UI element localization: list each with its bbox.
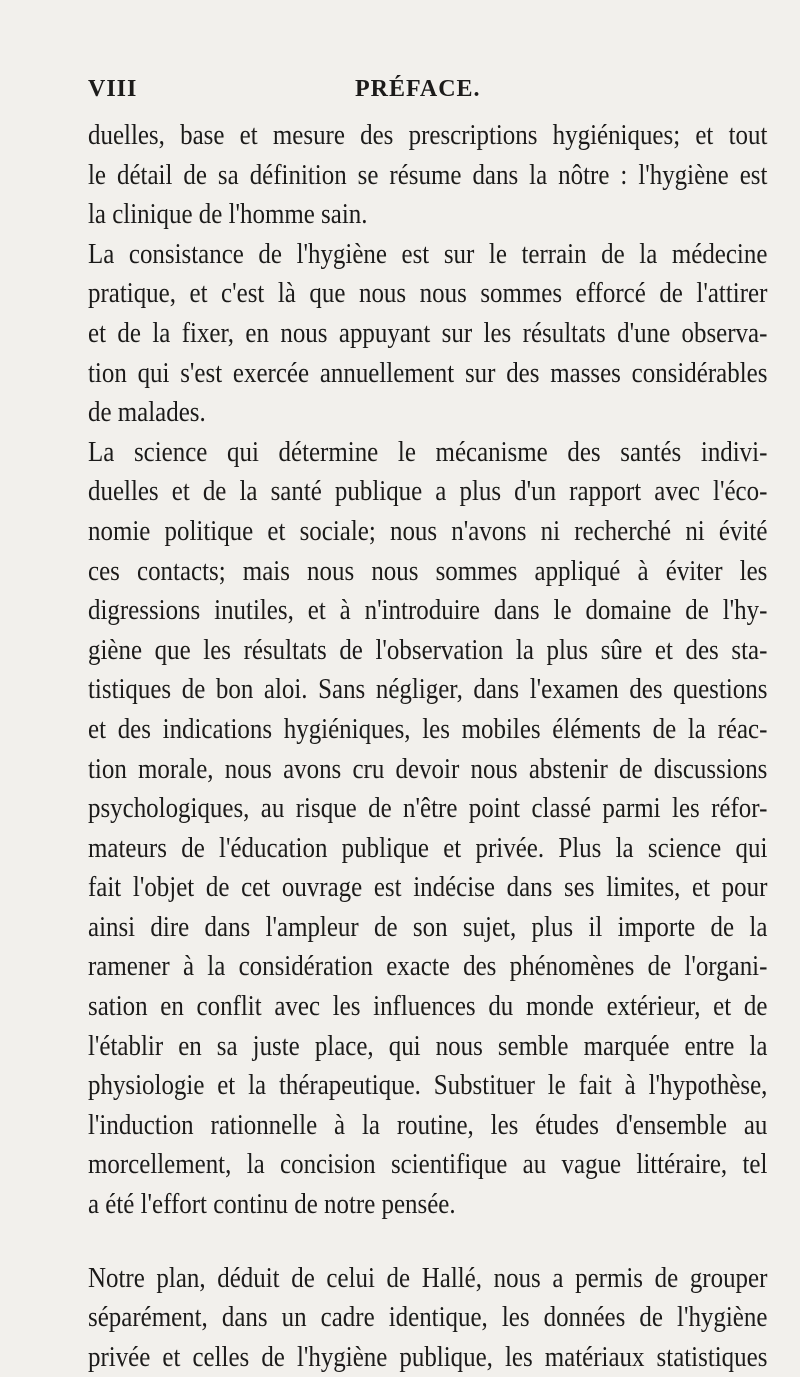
text-line: de malades.	[88, 396, 206, 429]
text-line: duelles et de la santé publique a plus d'un rapport avec l'éco-	[88, 475, 768, 508]
page-number: VIII	[88, 76, 138, 102]
paragraph-2	[88, 235, 768, 433]
text-line: privée et celles de l'hygiène publique, les matériaux statistiques	[88, 1340, 768, 1373]
text-line: giène que les résultats de l'observation la plus sûre et des sta-	[88, 633, 768, 666]
paragraph-4	[88, 1259, 768, 1377]
text-line: mateurs de l'éducation publique et privée. Plus la science qui	[88, 831, 768, 864]
paragraph-1	[88, 116, 768, 235]
paragraph-spacer	[88, 1225, 768, 1259]
text-line: duelles, base et mesure des prescriptions hygiéniques; et tout	[88, 119, 768, 151]
text-line: fait l'objet de cet ouvrage est indécise dans ses limites, et pour	[88, 871, 768, 904]
text-line: l'établir en sa juste place, qui nous semble marquée entre la	[88, 1029, 768, 1062]
text-line: digressions inutiles, et à n'introduire dans le domaine de l'hy-	[88, 594, 768, 627]
text-line: tistiques de bon aloi. Sans négliger, dans l'examen des questions	[88, 673, 768, 706]
text-line: La science qui détermine le mécanisme des santés indivi-	[88, 435, 768, 468]
text-line: sation en conflit avec les influences du monde extérieur, et de	[88, 990, 768, 1023]
text-line: et des indications hygiéniques, les mobiles éléments de la réac-	[88, 712, 768, 745]
text-line: l'induction rationnelle à la routine, les études d'ensemble au	[88, 1108, 768, 1141]
text-line: ainsi dire dans l'ampleur de son sujet, plus il importe de la	[88, 910, 768, 943]
text-line: nomie politique et sociale; nous n'avons ni recherché ni évité	[88, 514, 768, 547]
text-line: Notre plan, déduit de celui de Hallé, nous a permis de grouper	[88, 1261, 768, 1294]
text-line: a été l'effort continu de notre pensée.	[88, 1188, 456, 1221]
text-line: ramener à la considération exacte des phénomènes de l'organi-	[88, 950, 768, 983]
text-line: psychologiques, au risque de n'être point classé parmi les réfor-	[88, 792, 768, 825]
text-line: ces contacts; mais nous nous sommes appliqué à éviter les	[88, 554, 768, 587]
running-title: PRÉFACE.	[355, 76, 481, 102]
text-line: le détail de sa définition se résume dans la nôtre : l'hygiène est	[88, 158, 768, 191]
text-line: physiologie et la thérapeutique. Substituer le fait à l'hypothèse,	[88, 1069, 768, 1102]
text-line: pratique, et c'est là que nous nous sommes efforcé de l'attirer	[88, 277, 768, 310]
text-line: morcellement, la concision scientifique au vague littéraire, tel	[88, 1148, 768, 1181]
text-line: et de la fixer, en nous appuyant sur les résultats d'une observa-	[88, 316, 768, 349]
body-text	[88, 116, 768, 1377]
text-line: séparément, dans un cadre identique, les données de l'hygiène	[88, 1301, 768, 1334]
text-line: la clinique de l'homme sain.	[88, 198, 368, 231]
text-line: La consistance de l'hygiène est sur le terrain de la médecine	[88, 237, 768, 270]
text-line: tion morale, nous avons cru devoir nous abstenir de discussions	[88, 752, 768, 785]
running-head	[88, 74, 768, 104]
text-line: tion qui s'est exercée annuellement sur des masses considérables	[88, 356, 768, 389]
paragraph-3	[88, 433, 768, 1225]
